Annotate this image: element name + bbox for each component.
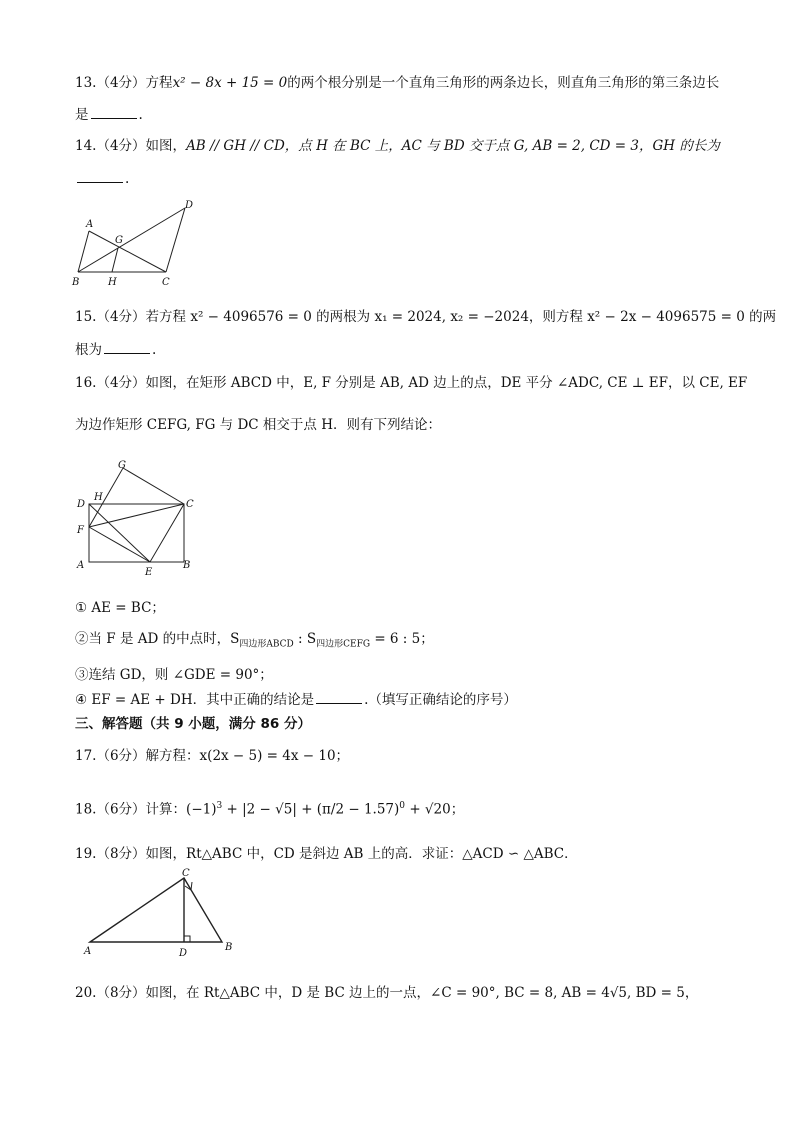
q13-prefix: 13.（4分）方程 [75,75,173,91]
q16-line2 [75,415,735,435]
q16-c2-mid: : S [293,631,317,647]
q16-label-A: A [77,560,85,571]
q16-conclusion-3 [75,665,735,685]
q15-answer-blank [104,339,150,354]
q16-label-H: H [94,492,103,503]
q15-line2 [75,339,735,360]
q20-line [75,983,735,1003]
q18-a: 18.（6分）计算：(−1) [75,801,217,818]
q16-label-E: E [145,567,153,578]
q16-label-G: G [118,460,126,471]
q14-answer-blank [77,168,123,183]
q18-c: + √20； [405,801,465,818]
q16-label-C: C [186,499,194,510]
q13-equation: x² − 8x + 15 = 0 [172,75,288,91]
q19-label-A: A [84,946,92,957]
q16-c3: ③连结 GD，则 ∠GDE = 90°； [75,667,273,683]
q16-answer-blank [316,689,362,704]
q20-text: 20.（8分）如图，在 Rt△ABC 中，D 是 BC 边上的一点，∠C = 90°, BC = 8, AB = 4√5, BD = 5， [75,985,699,1001]
q16-conclusion-1 [75,598,735,618]
q16-c2-a: ②当 F 是 AD 的中点时，S [75,631,240,647]
q19-label-B: B [225,942,233,953]
q13-end: . [138,107,143,123]
q14-label-D: D [185,200,194,211]
q16-conclusion-2 [75,629,735,655]
q16-figure [72,458,202,580]
q18-b: + |2 − √5| + (π/2 − 1.57) [222,801,400,818]
section-3-title [75,714,735,734]
q13-text: 的两个根分别是一个直角三角形的两条边长，则直角三角形的第三条边长 [287,75,720,91]
q19-figure [82,866,242,960]
q14-label-H: H [108,277,117,288]
q16-label-F: F [77,525,84,536]
q16-conclusion-4 [75,689,735,710]
q16-c2-sub1: 四边形ABCD [239,639,294,650]
q13-line2-text: 是 [75,107,89,123]
q14-line2 [75,168,735,189]
q14-label-A: A [86,219,94,230]
q16-c2-sub2: 四边形CEFG [316,639,371,650]
q15-line1 [75,307,777,327]
q16-c1: ① AE = BC； [75,600,165,616]
q14-text: AB // GH // CD，点 H 在 BC 上，AC 与 BD 交于点 G, AB = 2, CD = 3，GH 的长为 [186,138,720,154]
q14-label-G: G [115,235,123,246]
q19-line [75,844,735,864]
q15-line2-text: 根为 [75,342,102,358]
q14-line1 [75,136,735,156]
q16-label-D: D [77,499,86,510]
q16-c4-b: .（填写正确结论的序号） [364,692,517,708]
q15-end: . [152,342,157,358]
q19-text: 19.（8分）如图，Rt△ABC 中，CD 是斜边 AB 上的高．求证：△ACD ∽ △ABC． [75,846,578,862]
q19-label-D: D [179,948,188,959]
q14-end: . [125,171,130,187]
q18-exp1: 3 [216,801,223,811]
q16-c4-a: ④ EF = AE + DH．其中正确的结论是 [75,692,315,708]
q14-figure [70,198,200,290]
q16-c2-b: = 6 : 5； [370,631,434,647]
q13-answer-blank [91,104,137,119]
q16-text-line1: 16.（4分）如图，在矩形 ABCD 中，E, F 分别是 AB, AD 边上的点，DE 平分 ∠ADC, CE ⊥ EF，以 CE, EF [75,375,748,391]
q14-label-C: C [162,277,170,288]
q14-label-B: B [72,277,80,288]
q17-text: 17.（6分）解方程：x(2x − 5) = 4x − 10； [75,748,350,764]
q16-text-line2: 为边作矩形 CEFG, FG 与 DC 相交于点 H．则有下列结论： [75,417,441,433]
q13-line2 [75,104,735,125]
q16-line1 [75,373,748,393]
q18-exp2: 0 [399,801,406,811]
q17-line [75,746,735,766]
q15-text: 15.（4分）若方程 x² − 4096576 = 0 的两根为 x₁ = 2024, x₂ = −2024，则方程 x² − 2x − 4096575 = 0 的两 [75,309,777,325]
section-3-title-text: 三、解答题（共 9 小题，满分 86 分） [75,716,311,732]
q18-line [75,796,735,820]
q14-prefix: 14.（4分）如图， [75,138,187,154]
q19-label-C: C [182,868,190,879]
q13-line1 [75,73,735,93]
q16-label-B: B [183,560,191,571]
